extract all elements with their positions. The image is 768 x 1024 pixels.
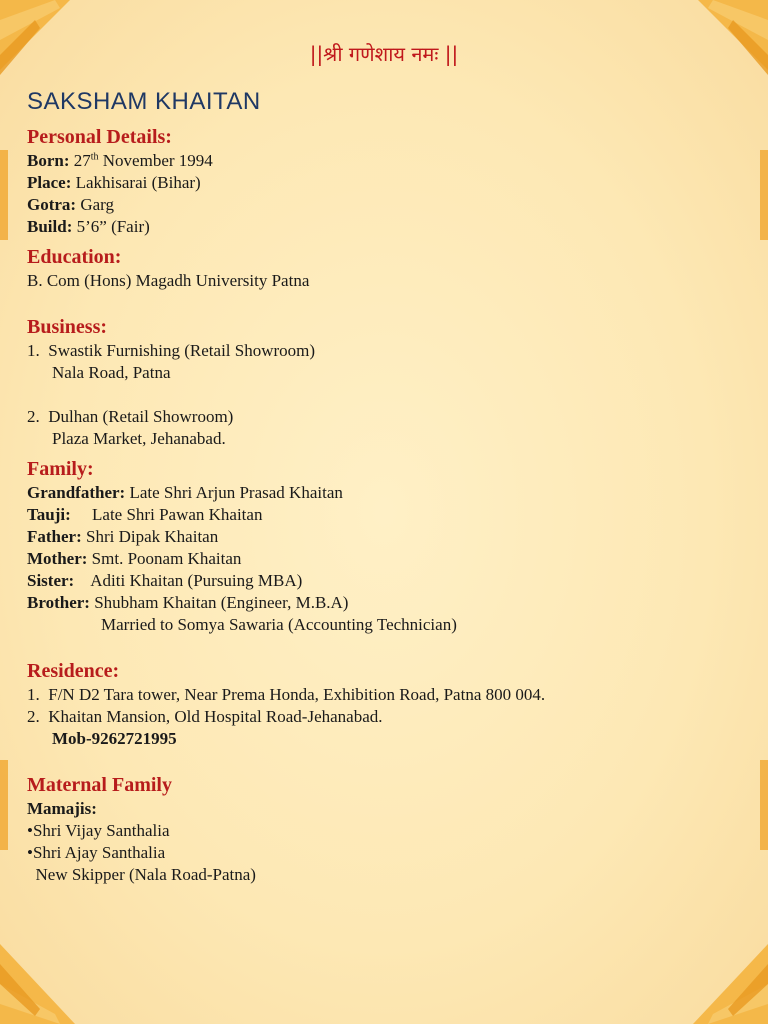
tauji-value: Late Shri Pawan Khaitan (70, 505, 263, 524)
born-row (27, 150, 747, 172)
mamaji-item-2: •Shri Ajay Santhalia (27, 843, 166, 862)
gotra-row (27, 194, 747, 216)
brother-label: Brother: (27, 593, 90, 612)
business-item-2-address: Plaza Market, Jehanabad. (52, 429, 226, 448)
grandfather-row (27, 482, 747, 504)
build-value: 5’6” (Fair) (72, 217, 150, 236)
residence-item-1: 1. F/N D2 Tara tower, Near Prema Honda, Exhibition Road, Patna 800 004. (27, 685, 546, 704)
born-day: 27 (69, 151, 91, 170)
mobile-number: Mob-9262721995 (52, 729, 177, 748)
brother-spouse-note: Married to Somya Sawaria (Accounting Technician) (101, 615, 457, 634)
tauji-label: Tauji: (27, 505, 71, 524)
corner-decoration-bottom-right (648, 904, 768, 1024)
born-day-suffix: th (90, 151, 99, 163)
gotra-value: Garg (76, 195, 115, 214)
mamajis-label: Mamajis: (27, 799, 97, 818)
father-label: Father: (27, 527, 82, 546)
build-label: Build: (27, 217, 73, 236)
residence-heading: Residence: (27, 660, 120, 682)
maternal-family-heading: Maternal Family (27, 774, 172, 796)
education-value: B. Com (Hons) Magadh University Patna (27, 271, 310, 290)
born-rest: November 1994 (98, 151, 213, 170)
edge-decoration-right-lower (758, 760, 768, 850)
profile-name: SAKSHAM KHAITAN (27, 88, 261, 115)
father-value: Shri Dipak Khaitan (81, 527, 219, 546)
mother-row (27, 548, 747, 570)
edge-decoration-left-lower (0, 760, 10, 850)
sister-label: Sister: (27, 571, 75, 590)
business-heading: Business: (27, 316, 108, 338)
sister-row (27, 570, 747, 592)
place-row (27, 172, 747, 194)
edge-decoration-left-upper (0, 150, 10, 240)
mamaji-item-2-note: New Skipper (Nala Road-Patna) (27, 865, 256, 884)
place-label: Place: (27, 173, 72, 192)
personal-details-heading: Personal Details: (27, 126, 172, 148)
place-value: Lakhisarai (Bihar) (71, 173, 201, 192)
brother-value: Shubham Khaitan (Engineer, M.B.A) (89, 593, 349, 612)
education-heading: Education: (27, 246, 122, 268)
mamaji-item-1: •Shri Vijay Santhalia (27, 821, 170, 840)
corner-decoration-bottom-left (0, 904, 120, 1024)
sister-value: Aditi Khaitan (Pursuing MBA) (74, 571, 303, 590)
mother-value: Smt. Poonam Khaitan (87, 549, 242, 568)
business-item-1: 1. Swastik Furnishing (Retail Showroom) (27, 341, 316, 360)
business-item-2: 2. Dulhan (Retail Showroom) (27, 407, 234, 426)
edge-decoration-right-upper (758, 150, 768, 240)
tauji-row (27, 504, 747, 526)
grandfather-value: Late Shri Arjun Prasad Khaitan (125, 483, 343, 502)
grandfather-label: Grandfather: (27, 483, 126, 502)
mother-label: Mother: (27, 549, 88, 568)
gotra-label: Gotra: (27, 195, 77, 214)
born-label: Born: (27, 151, 70, 170)
biodata-content (27, 124, 747, 886)
business-item-1-address: Nala Road, Patna (52, 363, 171, 382)
blessing-text: ||श्री गणेशाय नमः || (309, 42, 459, 66)
father-row (27, 526, 747, 548)
build-row (27, 216, 747, 238)
family-heading: Family: (27, 458, 94, 480)
residence-item-2: 2. Khaitan Mansion, Old Hospital Road-Jehanabad. (27, 707, 383, 726)
brother-row (27, 592, 747, 614)
